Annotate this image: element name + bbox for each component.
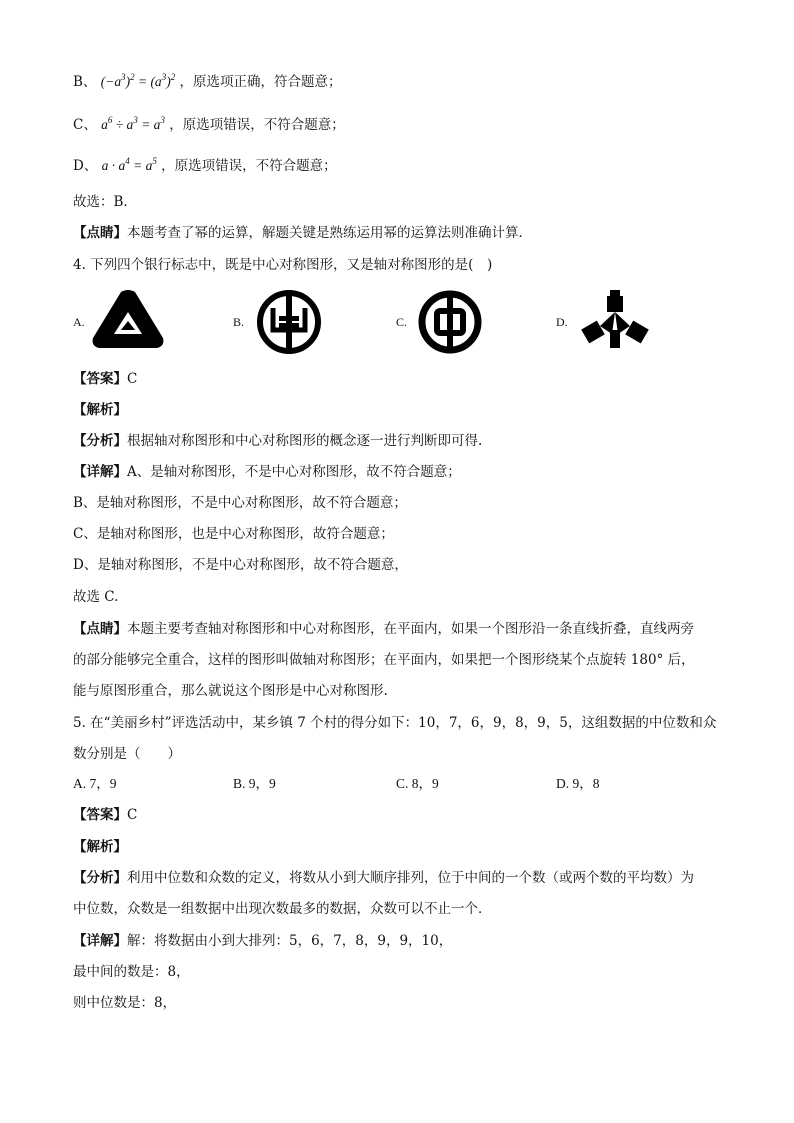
formula-c: $a^6 \div a^3 = a^3$ <box>101 115 165 132</box>
line-option-d <box>73 157 337 175</box>
abc-bank-logo-icon <box>257 290 321 354</box>
formula-b: $(-a^3)^2 = (a^3)^2$ <box>100 72 176 89</box>
answer-tag: 【答案】 <box>73 807 127 823</box>
dianjing-1 <box>73 224 532 242</box>
option-b-prefix: B、 <box>73 74 97 90</box>
dianjing-tag: 【点睛】 <box>73 225 127 241</box>
line-option-b <box>73 73 341 91</box>
xiangjie-tag: 【详解】 <box>73 933 127 949</box>
option-d-text: ，原选项错误，不符合题意； <box>161 158 337 174</box>
conclusion-b: 故选：B． <box>73 194 137 210</box>
detail-line-b: B、是轴对称图形，不是中心对称图形，故不符合题意； <box>73 495 407 511</box>
xiangjie-4 <box>73 463 461 481</box>
answer-5 <box>73 806 137 824</box>
dianjing-2-line-3: 能与原图形重合，那么就说这个图形是中心对称图形. <box>73 683 388 699</box>
option-d-prefix: D、 <box>73 158 98 174</box>
answer-tag: 【答案】 <box>73 371 127 387</box>
fenxi-text: 根据轴对称图形和中心对称图形的概念逐一进行判断即可得. <box>127 433 483 449</box>
option-c-prefix: C、 <box>73 117 97 133</box>
q4-option-a-label: A. <box>73 315 85 329</box>
q5-choice-b: B. 9，9 <box>233 776 276 791</box>
detail-line-c: C、是轴对称图形，也是中心对称图形，故符合题意； <box>73 526 394 542</box>
option-b-text: ，原选项正确，符合题意； <box>179 74 342 90</box>
jiexi-5: 【解析】 <box>73 839 127 855</box>
xiangjie-text: 解：将数据由小到大排列：5，6，7，8，9，9，10， <box>127 933 453 949</box>
fenxi-text: 利用中位数和众数的定义，将数从小到大顺序排列，位于中间的一个数（或两个数的平均数）为 <box>127 870 694 886</box>
bank-of-china-logo-icon <box>418 290 482 354</box>
dianjing-2-line-1 <box>73 620 694 638</box>
fenxi-tag: 【分析】 <box>73 870 127 886</box>
conclusion-c: 故选 C. <box>73 589 119 605</box>
question-4: 4. 下列四个银行标志中，既是中心对称图形，又是轴对称图形的是( ) <box>73 257 493 273</box>
fenxi-4 <box>73 432 482 450</box>
fenxi-5-line-2: 中位数，众数是一组数据中出现次数最多的数据，众数可以不止一个． <box>73 901 492 917</box>
dianjing-text: 本题主要考查轴对称图形和中心对称图形，在平面内，如果一个图形沿一条直线折叠，直线两旁 <box>127 621 694 637</box>
q5-choice-c: C. 8，9 <box>396 776 439 791</box>
triangle-logo-icon <box>91 290 165 352</box>
line-option-c <box>73 116 345 134</box>
answer-value: C <box>127 807 138 823</box>
xiangjie-text: A、是轴对称图形，不是中心对称图形，故不符合题意； <box>127 464 461 480</box>
median-line: 则中位数是：8， <box>73 995 177 1011</box>
fenxi-5-line-1 <box>73 869 694 887</box>
middle-number-line: 最中间的数是：8， <box>73 964 190 980</box>
formula-d: $a \cdot a^4 = a^5$ <box>101 156 157 173</box>
answer-4 <box>73 370 137 388</box>
dianjing-2-line-2: 的部分能够完全重合，这样的图形叫做轴对称图形；在平面内，如果把一个图形绕某个点旋转 180° 后， <box>73 652 695 668</box>
xiangjie-5 <box>73 932 452 950</box>
ccb-style-logo-icon <box>580 290 650 350</box>
fenxi-tag: 【分析】 <box>73 433 127 449</box>
option-c-text: ，原选项错误，不符合题意； <box>169 117 345 133</box>
dianjing-tag: 【点睛】 <box>73 621 127 637</box>
q4-option-c-label: C. <box>396 315 408 329</box>
xiangjie-tag: 【详解】 <box>73 464 127 480</box>
detail-line-d: D、是轴对称图形，不是中心对称图形，故不符合题意， <box>73 557 408 573</box>
q5-choice-a: A. 7，9 <box>73 776 117 791</box>
q4-option-d-label: D. <box>556 315 568 329</box>
jiexi-4: 【解析】 <box>73 402 127 418</box>
q4-option-b-label: B. <box>233 315 245 329</box>
dianjing-text: 本题考查了幂的运算，解题关键是熟练运用幂的运算法则准确计算． <box>127 225 532 241</box>
question-5-line-2: 数分别是（ ） <box>73 746 181 762</box>
q5-choice-d: D. 9，8 <box>556 776 600 791</box>
question-5-line-1: 5. 在“美丽乡村”评选活动中，某乡镇 7 个村的得分如下：10，7，6，9，8，9，5，这组数据的中位数和众 <box>73 715 717 731</box>
answer-value: C <box>127 371 138 387</box>
